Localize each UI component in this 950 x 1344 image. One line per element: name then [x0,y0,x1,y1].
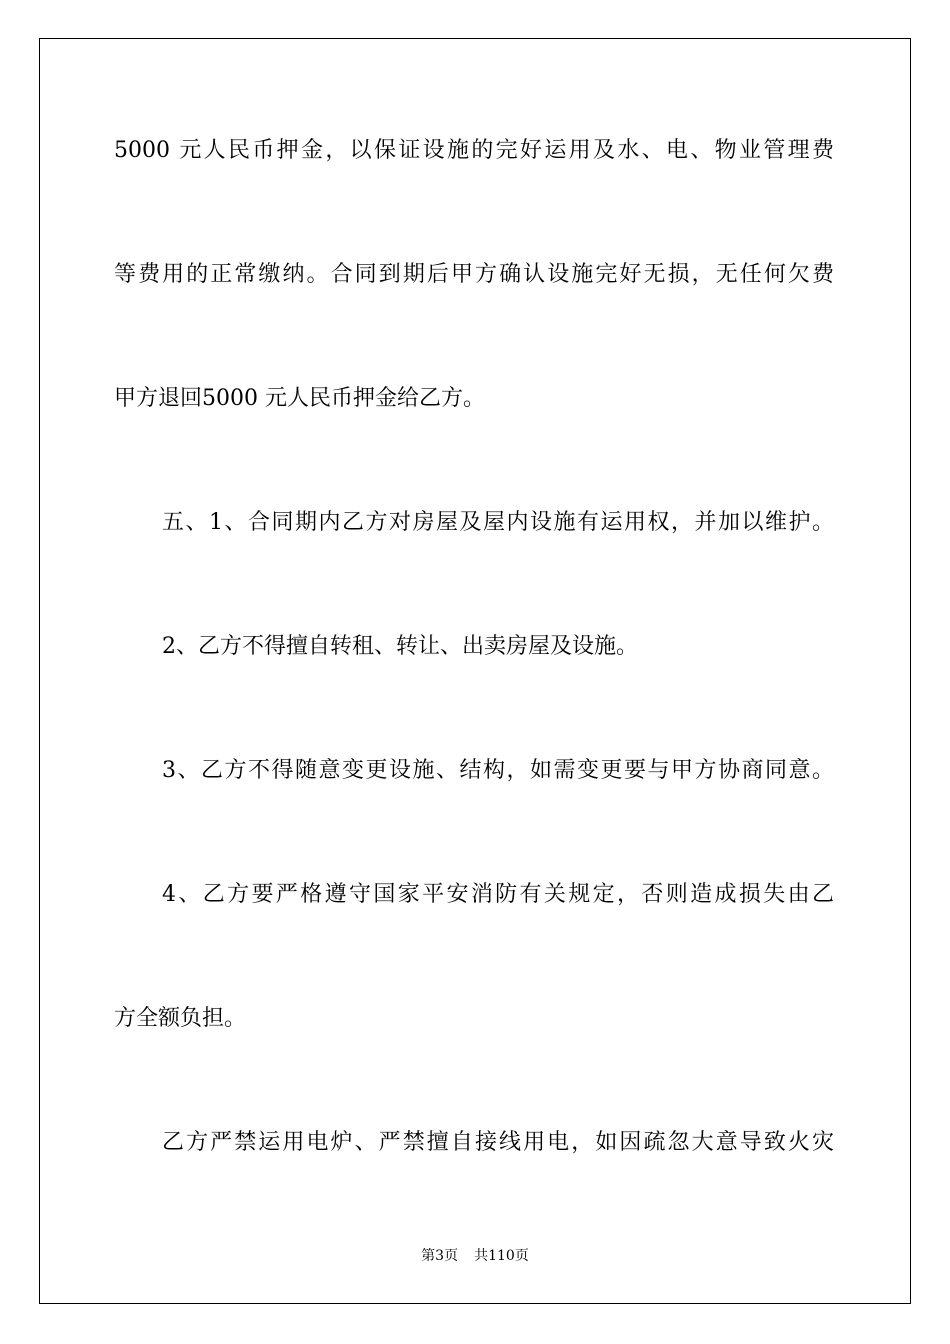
paragraph-line: 5000 元人民币押金，以保证设施的完好运用及水、电、物业管理费 [114,138,834,163]
paragraph-line: 五、1、合同期内乙方对房屋及屋内设施有运用权，并加以维护。 [162,510,834,535]
page-total: 共110页 [474,1248,529,1264]
paragraph-line: 等费用的正常缴纳。合同到期后甲方确认设施完好无损，无任何欠费 [114,262,834,287]
paragraph-line: 乙方严禁运用电炉、严禁擅自接线用电，如因疏忽大意导致火灾 [162,1130,834,1155]
paragraph-line: 方全额负担。 [114,1006,247,1031]
page-number: 第3页 [421,1248,459,1264]
paragraph-line: 3、乙方不得随意变更设施、结构，如需变更要与甲方协商同意。 [162,758,834,783]
paragraph-line: 甲方退回5000 元人民币押金给乙方。 [114,386,485,411]
page-border [39,38,911,1304]
paragraph-line: 4、乙方要严格遵守国家平安消防有关规定，否则造成损失由乙 [162,882,834,907]
page-footer [0,1246,950,1266]
paragraph-line: 2、乙方不得擅自转租、转让、出卖房屋及设施。 [162,634,638,659]
